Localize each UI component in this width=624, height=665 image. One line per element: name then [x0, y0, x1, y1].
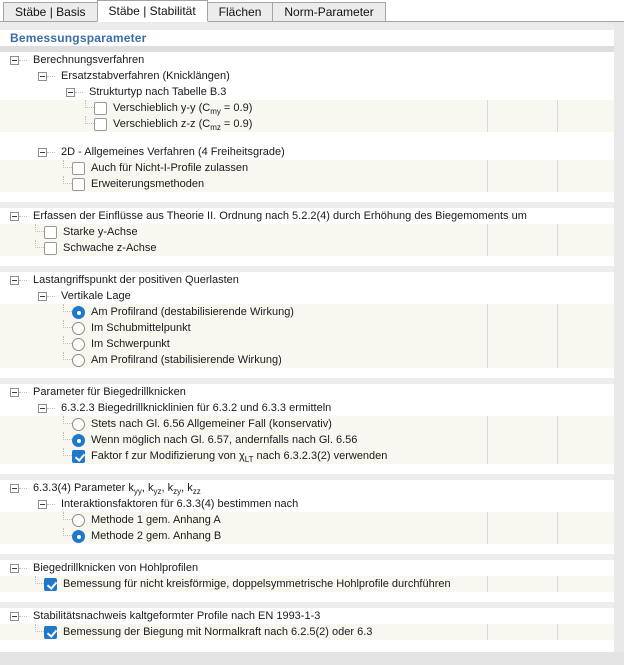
radio-row[interactable]: [0, 528, 614, 544]
collapse-minus-icon[interactable]: [38, 292, 47, 301]
section-gap: [0, 592, 614, 602]
collapse-minus-icon[interactable]: [10, 276, 19, 285]
checkbox-unchecked-icon[interactable]: [44, 226, 57, 239]
radio-unchecked-icon[interactable]: [72, 338, 85, 351]
section-gap: [0, 192, 614, 202]
column-divider: [487, 320, 488, 336]
tree-connector: [19, 392, 27, 393]
tree-connector: [85, 100, 94, 108]
column-divider: [487, 448, 488, 464]
checkbox-row[interactable]: [0, 576, 614, 592]
collapse-minus-icon[interactable]: [10, 56, 19, 65]
column-divider: [487, 100, 488, 116]
column-divider: [487, 160, 488, 176]
tree-connector: [63, 176, 72, 184]
collapse-minus-icon[interactable]: [10, 388, 19, 397]
tree-connector: [75, 92, 83, 93]
tree-branch-row: [0, 608, 614, 624]
tree-connector: [63, 528, 72, 536]
collapse-minus-icon[interactable]: [10, 484, 19, 493]
checkbox-row[interactable]: [0, 624, 614, 640]
section-gap: [0, 368, 614, 378]
column-divider: [557, 512, 558, 528]
tree-branch-row: [0, 288, 614, 304]
tree-connector: [63, 512, 72, 520]
tree-connector: [19, 280, 27, 281]
tree-connector: [19, 488, 27, 489]
row-label: Wenn möglich nach Gl. 6.57, andernfalls nach Gl. 6.56: [91, 434, 358, 446]
row-label: Am Profilrand (stabilisierende Wirkung): [91, 354, 282, 366]
radio-unchecked-icon[interactable]: [72, 354, 85, 367]
horizontal-scrollbar[interactable]: [0, 652, 624, 665]
radio-unchecked-icon[interactable]: [72, 418, 85, 431]
column-divider: [487, 512, 488, 528]
checkbox-row[interactable]: [0, 176, 614, 192]
row-label: Lastangriffspunkt der positiven Querlasten: [33, 274, 239, 286]
row-label: Verschieblich y-y $(C_{my} = 0.9)$: [113, 102, 253, 117]
column-divider: [487, 432, 488, 448]
radio-checked-icon[interactable]: [72, 434, 85, 447]
tree-connector: [63, 432, 72, 440]
page-title: Bemessungsparameter: [10, 31, 147, 45]
tree-connector: [63, 304, 72, 312]
tab-fl-chen[interactable]: Flächen: [207, 2, 274, 21]
row-label: Erweiterungsmethoden: [91, 178, 205, 190]
tree-connector: [19, 216, 27, 217]
row-label: Interaktionsfaktoren für 6.3.3(4) bestimmen nach: [61, 498, 299, 510]
row-label: Am Profilrand (destabilisierende Wirkung): [91, 306, 294, 318]
collapse-minus-icon[interactable]: [10, 564, 19, 573]
tree-connector: [47, 76, 55, 77]
column-divider: [557, 352, 558, 368]
tree-connector: [63, 448, 72, 456]
tree-branch-row: [0, 68, 614, 84]
tree-connector: [63, 160, 72, 168]
column-divider: [487, 116, 488, 132]
panel-top-band: [0, 22, 624, 30]
column-divider: [557, 100, 558, 116]
tree-connector: [35, 576, 44, 584]
row-label: 6.3.2.3 Biegedrillknicklinien für 6.3.2 und 6.3.3 ermitteln: [61, 402, 332, 414]
row-label: Bemessung für nicht kreisförmige, doppelsymmetrische Hohlprofile durchführen: [63, 578, 451, 590]
tree-connector: [19, 616, 27, 617]
tree-connector: [35, 240, 44, 248]
radio-checked-icon[interactable]: [72, 306, 85, 319]
tree-branch-row: [0, 272, 614, 288]
collapse-minus-icon[interactable]: [38, 72, 47, 81]
tree-connector: [63, 320, 72, 328]
tree-connector: [63, 336, 72, 344]
checkbox-unchecked-icon[interactable]: [72, 162, 85, 175]
tree-connector: [63, 352, 72, 360]
column-divider: [487, 240, 488, 256]
tree-branch-row: [0, 496, 614, 512]
section-gap: [0, 544, 614, 554]
tree-connector: [85, 116, 94, 124]
tab-st-be-stabilit-t[interactable]: Stäbe | Stabilität: [97, 0, 208, 22]
tree-branch-row: [0, 400, 614, 416]
radio-row[interactable]: [0, 512, 614, 528]
row-label: Methode 2 gem. Anhang B: [91, 530, 222, 542]
checkbox-checked-icon[interactable]: [72, 450, 85, 463]
checkbox-row[interactable]: [0, 448, 614, 464]
row-label: Schwache z-Achse: [63, 242, 157, 254]
checkbox-unchecked-icon[interactable]: [72, 178, 85, 191]
tree-connector: [35, 624, 44, 632]
row-label: Stets nach Gl. 6.56 Allgemeiner Fall (konservativ): [91, 418, 332, 430]
tree-connector: [47, 296, 55, 297]
tab-st-be-basis[interactable]: Stäbe | Basis: [3, 2, 98, 21]
radio-row[interactable]: [0, 432, 614, 448]
column-divider: [557, 176, 558, 192]
column-divider: [557, 576, 558, 592]
row-label: Berechnungsverfahren: [33, 54, 145, 66]
tree-connector: [47, 408, 55, 409]
tree-connector: [63, 416, 72, 424]
tree-branch-row: [0, 480, 614, 496]
checkbox-unchecked-icon[interactable]: [94, 118, 107, 131]
column-divider: [557, 320, 558, 336]
row-label: Ersatzstabverfahren (Knicklängen): [61, 70, 230, 82]
tree-branch-row: [0, 144, 614, 160]
section-title-row: [0, 30, 614, 46]
radio-row[interactable]: [0, 304, 614, 320]
radio-row[interactable]: [0, 320, 614, 336]
checkbox-checked-icon[interactable]: [44, 626, 57, 639]
column-divider: [557, 448, 558, 464]
radio-row[interactable]: [0, 416, 614, 432]
column-divider: [487, 576, 488, 592]
column-divider: [487, 416, 488, 432]
row-label: Bemessung der Biegung mit Normalkraft nach 6.2.5(2) oder 6.3: [63, 626, 373, 638]
column-divider: [557, 116, 558, 132]
column-divider: [557, 224, 558, 240]
row-label: Im Schwerpunkt: [91, 338, 170, 350]
parameter-tree: [0, 52, 614, 640]
collapse-minus-icon[interactable]: [10, 212, 19, 221]
collapse-minus-icon[interactable]: [38, 404, 47, 413]
row-label: Parameter für Biegedrillknicken: [33, 386, 186, 398]
row-label: Faktor f zur Modifizierung von $\chi_{LT}$ nach 6.3.2.3(2) verwenden: [91, 450, 388, 465]
column-divider: [557, 160, 558, 176]
tree-connector: [19, 568, 27, 569]
column-divider: [557, 416, 558, 432]
row-label: Methode 1 gem. Anhang A: [91, 514, 221, 526]
row-label: Vertikale Lage: [61, 290, 131, 302]
tree-branch-row: [0, 52, 614, 68]
tree-connector: [35, 224, 44, 232]
radio-unchecked-icon[interactable]: [72, 514, 85, 527]
column-divider: [487, 336, 488, 352]
collapse-minus-icon[interactable]: [66, 88, 75, 97]
row-label: Biegedrillknicken von Hohlprofilen: [33, 562, 199, 574]
row-label: Stabilitätsnachweis kaltgeformter Profile nach EN 1993-1-3: [33, 610, 321, 622]
collapse-minus-icon[interactable]: [10, 612, 19, 621]
column-divider: [487, 352, 488, 368]
checkbox-unchecked-icon[interactable]: [44, 242, 57, 255]
tree-branch-row: [0, 560, 614, 576]
tree-branch-row: [0, 208, 614, 224]
column-divider: [487, 176, 488, 192]
collapse-minus-icon[interactable]: [38, 500, 47, 509]
checkbox-row[interactable]: [0, 240, 614, 256]
tree-connector: [47, 152, 55, 153]
column-divider: [557, 624, 558, 640]
checkbox-row[interactable]: [0, 224, 614, 240]
column-divider: [557, 304, 558, 320]
radio-row[interactable]: [0, 352, 614, 368]
checkbox-row[interactable]: [0, 160, 614, 176]
row-label: 2D - Allgemeines Verfahren (4 Freiheitsgrade): [61, 146, 285, 158]
section-gap: [0, 256, 614, 266]
section-gap: [0, 464, 614, 474]
row-label: Erfassen der Einflüsse aus Theorie II. Ordnung nach 5.2.2(4) durch Erhöhung des Biegemoments um: [33, 210, 527, 222]
collapse-minus-icon[interactable]: [38, 148, 47, 157]
vertical-scrollbar[interactable]: [614, 22, 624, 652]
checkbox-checked-icon[interactable]: [44, 578, 57, 591]
row-label: Im Schubmittelpunkt: [91, 322, 191, 334]
row-label: Strukturtyp nach Tabelle B.3: [89, 86, 227, 98]
tree-connector: [47, 504, 55, 505]
tree-spacer: [0, 132, 614, 144]
column-divider: [487, 528, 488, 544]
row-label: 6.3.3(4) Parameter $k_{yy}$, $k_{yz}$, $k_{zy}$, $k_{zz}$: [33, 482, 201, 497]
column-divider: [557, 528, 558, 544]
tree-connector: [19, 60, 27, 61]
row-label: Auch für Nicht-I-Profile zulassen: [91, 162, 249, 174]
tree-branch-row: [0, 384, 614, 400]
checkbox-unchecked-icon[interactable]: [94, 102, 107, 115]
radio-checked-icon[interactable]: [72, 530, 85, 543]
checkbox-row[interactable]: [0, 116, 614, 132]
tab-bar: [0, 0, 624, 22]
column-divider: [557, 240, 558, 256]
column-divider: [487, 624, 488, 640]
row-label: Starke y-Achse: [63, 226, 138, 238]
column-divider: [487, 304, 488, 320]
row-label: Verschieblich z-z $(C_{mz} = 0.9)$: [113, 118, 253, 133]
radio-row[interactable]: [0, 336, 614, 352]
column-divider: [557, 336, 558, 352]
column-divider: [557, 432, 558, 448]
tree-branch-row: [0, 84, 614, 100]
checkbox-row[interactable]: [0, 100, 614, 116]
tab-norm-parameter[interactable]: Norm-Parameter: [272, 2, 385, 21]
radio-unchecked-icon[interactable]: [72, 322, 85, 335]
column-divider: [487, 224, 488, 240]
